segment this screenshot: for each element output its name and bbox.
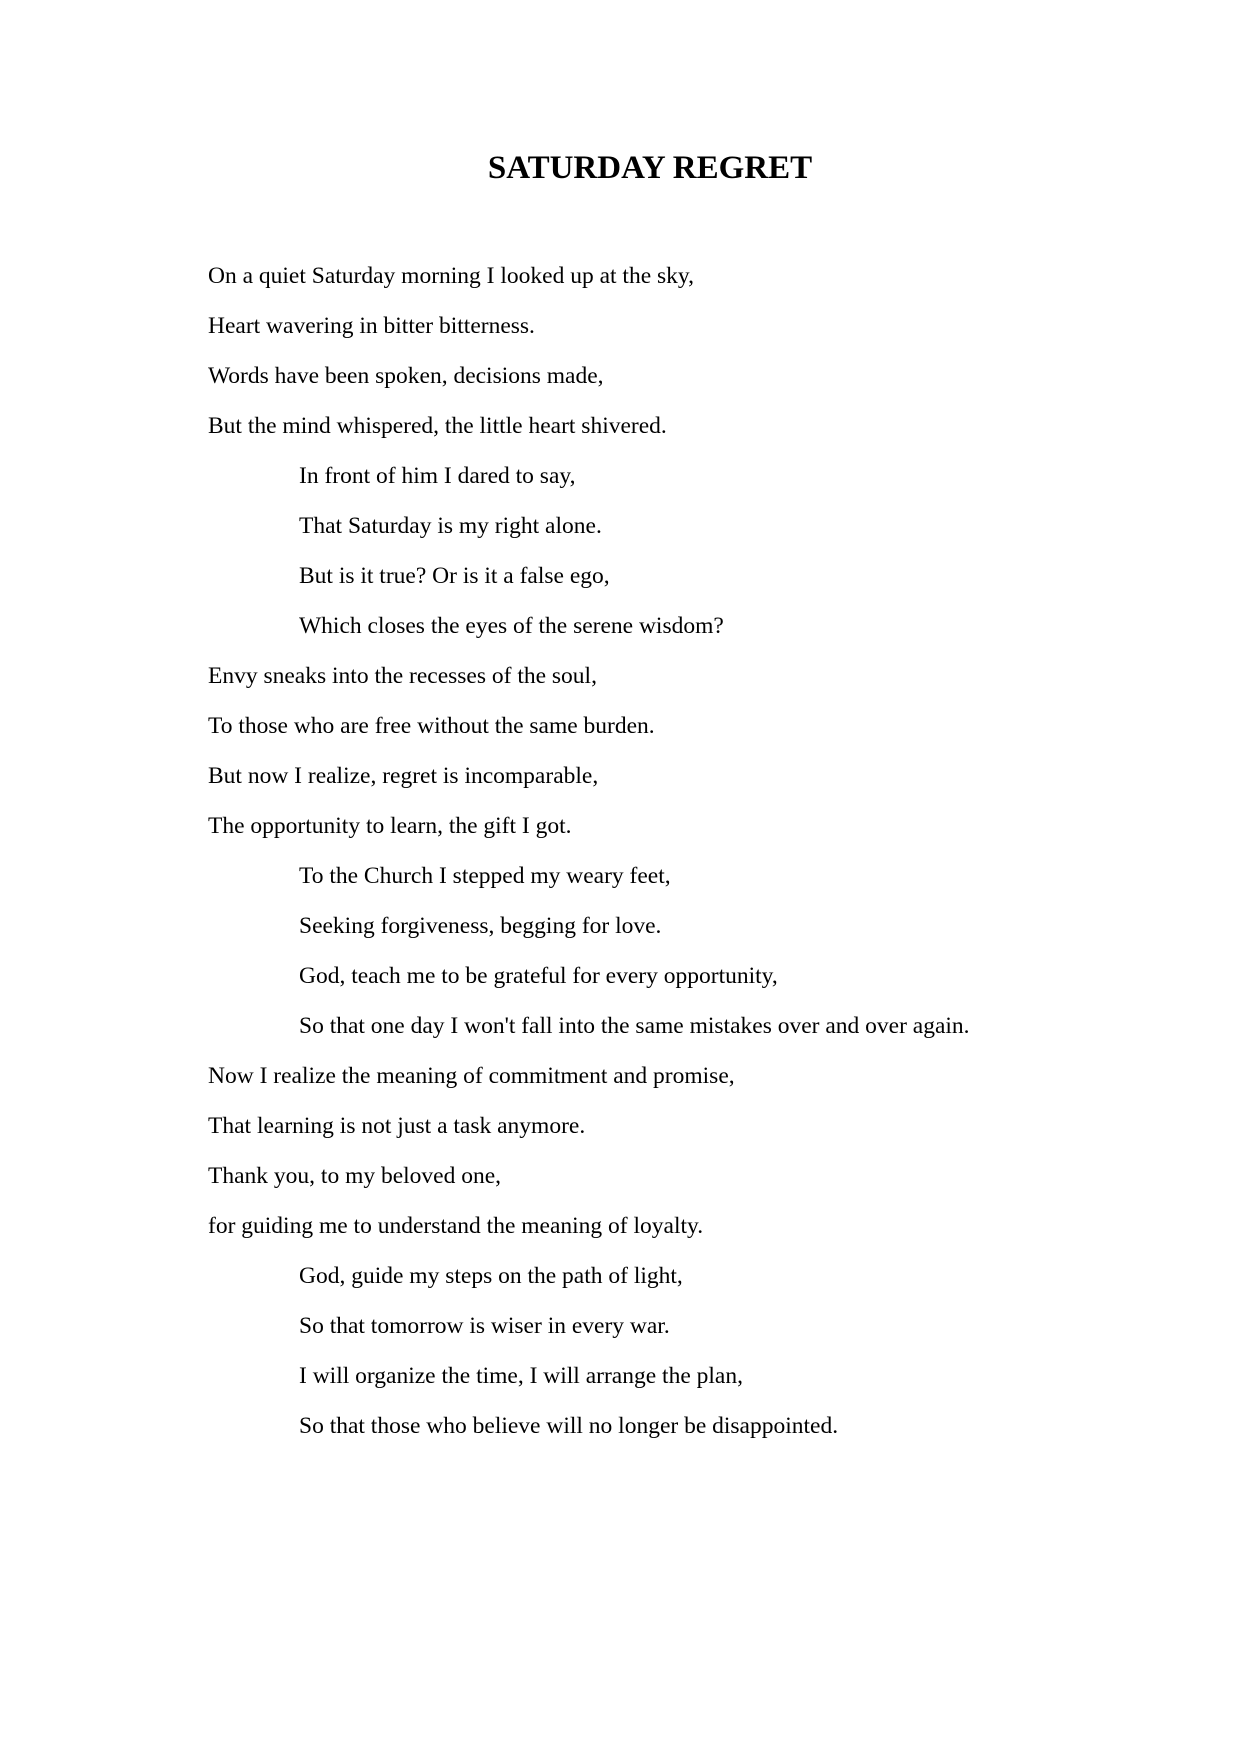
poem-line: Now I realize the meaning of commitment and promise, (208, 1063, 735, 1089)
poem-line: That learning is not just a task anymore. (208, 1113, 586, 1139)
poem-line: Heart wavering in bitter bitterness. (208, 313, 535, 339)
poem-line-indented: God, teach me to be grateful for every opportunity, (299, 963, 778, 989)
poem-line: Envy sneaks into the recesses of the soul, (208, 663, 597, 689)
poem-line: On a quiet Saturday morning I looked up at the sky, (208, 263, 695, 289)
poem-line-indented: So that tomorrow is wiser in every war. (299, 1313, 670, 1339)
poem-line-indented: In front of him I dared to say, (299, 463, 576, 489)
poem-line-indented: To the Church I stepped my weary feet, (299, 863, 671, 889)
poem-line: Words have been spoken, decisions made, (208, 363, 604, 389)
poem-line-indented: Seeking forgiveness, begging for love. (299, 913, 662, 939)
poem-body (208, 258, 1208, 1458)
poem-line: But the mind whispered, the little heart shivered. (208, 413, 667, 439)
poem-line: The opportunity to learn, the gift I got. (208, 813, 572, 839)
poem-line-indented: God, guide my steps on the path of light, (299, 1263, 683, 1289)
poem-line: To those who are free without the same burden. (208, 713, 655, 739)
poem-line-indented: Which closes the eyes of the serene wisdom? (299, 613, 724, 639)
poem-line-indented: So that those who believe will no longer be disappointed. (299, 1413, 839, 1439)
poem-line-indented: I will organize the time, I will arrange the plan, (299, 1363, 743, 1389)
poem-line: But now I realize, regret is incomparable, (208, 763, 599, 789)
poem-line: for guiding me to understand the meaning of loyalty. (208, 1213, 704, 1239)
poem-line-indented: That Saturday is my right alone. (299, 513, 602, 539)
poem-title: SATURDAY REGRET (487, 150, 813, 186)
poem-line-indented: But is it true? Or is it a false ego, (299, 563, 610, 589)
poem-line-indented: So that one day I won't fall into the same mistakes over and over again. (299, 1013, 970, 1039)
poem-line: Thank you, to my beloved one, (208, 1163, 502, 1189)
